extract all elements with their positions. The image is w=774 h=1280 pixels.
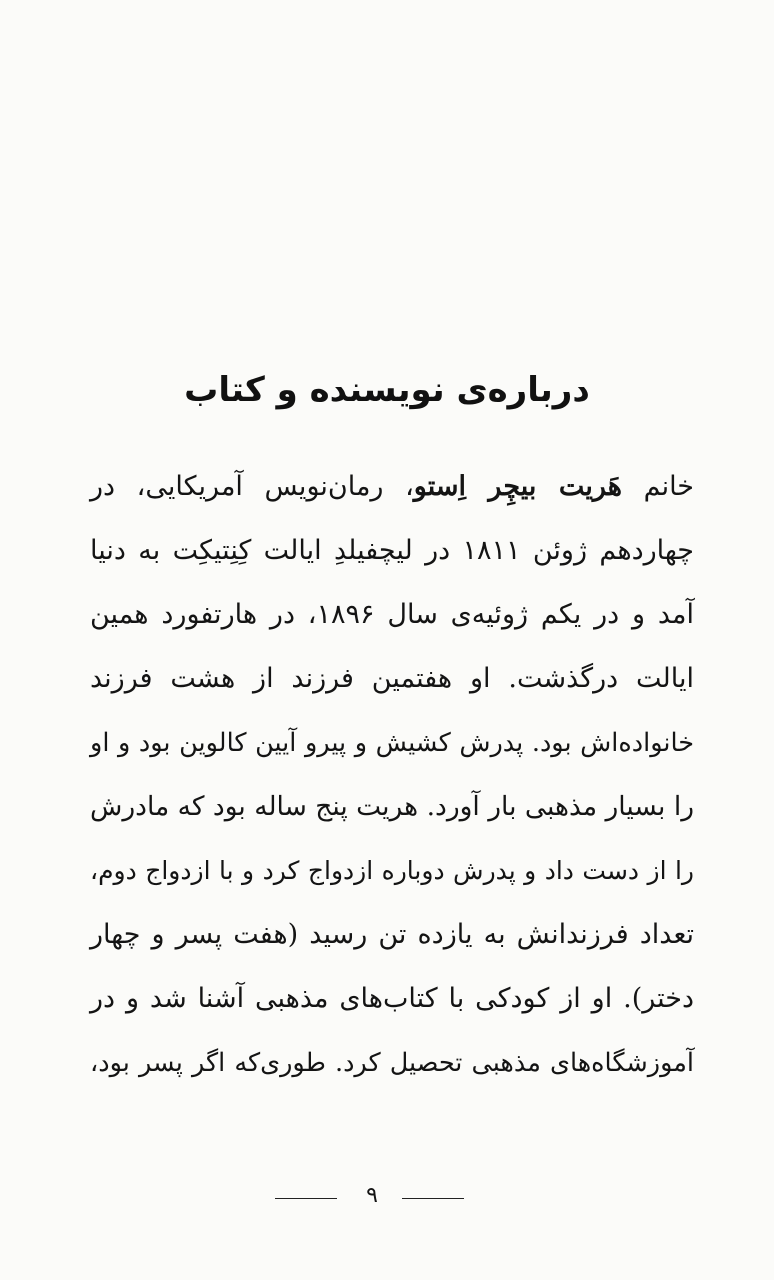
- page-footer: [0, 1176, 774, 1216]
- text-line: ایالت درگذشت. او هفتمین فرزند از هشت فرزند: [90, 663, 694, 694]
- text-line: را از دست داد و پدرش دوباره ازدواج کرد و با ازدواج دوم،: [90, 856, 694, 885]
- text-line: تعداد فرزندانش به یازده تن رسید (هفت پسر و چهار: [90, 919, 694, 950]
- text-line: خانواده‌اش بود. پدرش کشیش و پیرو آیین کالوین بود و او: [90, 728, 694, 758]
- text-line: آمد و در یکم ژوئیه‌ی سال ۱۸۹۶، در هارتفورد همین: [90, 599, 694, 630]
- text-line: را بسیار مذهبی بار آورد. هریت پنج ساله بود که مادرش: [90, 791, 694, 822]
- text-line: چهاردهم ژوئن ۱۸۱۱ در لیچفیلدِ ایالت کِنِتیکِت به دنیا: [90, 535, 694, 566]
- text-line: خانم هَریت بیچِر اِستو، رمان‌نویس آمریکایی، در: [90, 471, 695, 502]
- page-number: ۹: [366, 1183, 378, 1208]
- footer-rule-left: [275, 1198, 337, 1199]
- text-line: دختر). او از کودکی با کتاب‌های مذهبی آشنا شد و در: [90, 983, 694, 1014]
- page-heading: درباره‌ی نویسنده و کتاب: [184, 370, 590, 410]
- text-line: آموزشگاه‌های مذهبی تحصیل کرد. طوری‌که اگر پسر بود،: [90, 1048, 694, 1078]
- body-paragraph: [90, 455, 694, 1095]
- footer-rule-right: [402, 1198, 464, 1199]
